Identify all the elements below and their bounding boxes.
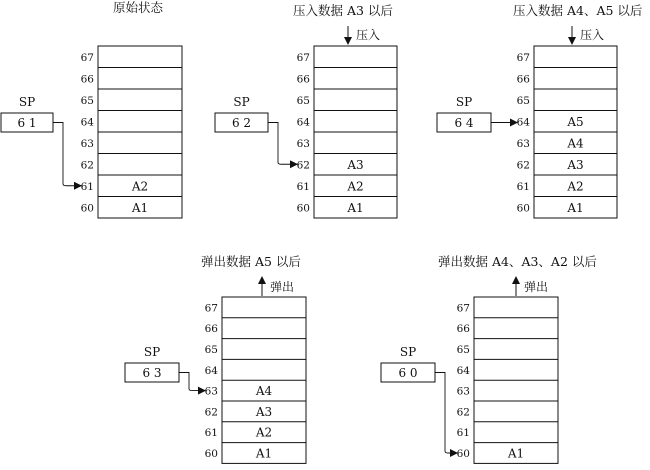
stage-title: 压入数据 A3 以后: [293, 3, 393, 18]
address-label-67: 67: [456, 302, 470, 315]
cell-value: A2: [567, 179, 584, 194]
pop-arrow: [262, 277, 294, 296]
cell-value: A4: [255, 384, 273, 399]
address-label-60: 60: [516, 202, 530, 215]
address-label-63: 63: [80, 137, 94, 150]
cell-value: A5: [567, 114, 584, 129]
cell-value: A2: [131, 179, 149, 194]
sp-label: SP: [143, 345, 161, 359]
stack: [457, 297, 558, 463]
sp-label: SP: [455, 95, 473, 109]
sp-pointer-arrow: [53, 123, 81, 186]
sp-value: 6 2: [231, 116, 252, 130]
cell-value: A4: [567, 136, 584, 151]
address-label-66: 66: [204, 323, 218, 336]
cell-value: A1: [507, 446, 525, 461]
address-label-66: 66: [296, 73, 310, 86]
address-label-63: 63: [516, 137, 530, 150]
stage-title: 弹出数据 A4、A3、A2 以后: [438, 254, 597, 269]
push-arrow: [348, 26, 380, 44]
address-label-65: 65: [456, 344, 470, 356]
cell-value: A1: [131, 200, 149, 215]
address-label-62: 62: [204, 406, 218, 419]
pop-arrow: [516, 277, 548, 296]
cell-value: A1: [567, 200, 584, 215]
sp-label: SP: [233, 95, 250, 109]
address-label-60: 60: [456, 448, 470, 460]
sp-pointer-arrow: [435, 373, 457, 454]
address-label-64: 64: [516, 116, 530, 129]
address-label-65: 65: [296, 94, 310, 107]
address-label-63: 63: [204, 385, 218, 398]
address-label-66: 66: [80, 73, 94, 86]
cell-value: A1: [255, 446, 273, 461]
cell-value: A2: [347, 179, 364, 194]
address-label-67: 67: [80, 51, 94, 64]
stage-3: [437, 3, 642, 218]
address-label-62: 62: [80, 159, 94, 172]
address-label-61: 61: [296, 180, 310, 193]
push-arrow: [572, 26, 604, 44]
address-label-67: 67: [516, 51, 530, 64]
stage-title: 原始状态: [112, 0, 164, 15]
address-label-62: 62: [516, 159, 530, 172]
address-label-65: 65: [516, 94, 530, 107]
stack: [297, 46, 397, 218]
stage-2: [215, 3, 397, 218]
pop-label: 弹出: [524, 280, 549, 294]
address-label-65: 65: [80, 94, 94, 107]
sp-label: SP: [399, 345, 417, 359]
address-label-61: 61: [204, 427, 218, 440]
address-label-60: 60: [296, 202, 310, 215]
stage-title: 压入数据 A4、A5 以后: [513, 3, 643, 18]
address-label-64: 64: [80, 116, 94, 129]
push-label: 压入: [356, 28, 381, 42]
address-label-66: 66: [516, 73, 530, 86]
stack: [81, 46, 182, 218]
address-label-64: 64: [296, 116, 310, 129]
pop-label: 弹出: [270, 280, 295, 294]
stack: [205, 297, 306, 463]
address-label-63: 63: [456, 385, 470, 398]
address-label-60: 60: [80, 202, 94, 215]
sp-value: 6 1: [17, 116, 37, 130]
address-label-61: 61: [456, 427, 470, 440]
address-label-61: 61: [516, 180, 530, 193]
address-label-64: 64: [204, 364, 218, 377]
sp-value: 6 0: [398, 366, 418, 380]
sp-pointer-arrow: [179, 373, 205, 391]
address-label-66: 66: [456, 323, 470, 336]
push-label: 压入: [580, 28, 605, 42]
cell-value: A3: [347, 157, 364, 172]
sp-register: [1, 95, 81, 186]
stage-5: [381, 254, 597, 463]
sp-register: [381, 345, 457, 453]
sp-register: [215, 95, 297, 164]
stage-title: 弹出数据 A5 以后: [201, 254, 301, 269]
sp-value: 6 4: [454, 116, 474, 130]
address-label-67: 67: [204, 302, 218, 315]
address-label-61: 61: [80, 180, 94, 193]
address-label-64: 64: [456, 364, 470, 377]
sp-value: 6 3: [142, 366, 162, 380]
address-label-65: 65: [204, 344, 218, 356]
address-label-60: 60: [204, 448, 218, 460]
sp-label: SP: [18, 95, 36, 109]
sp-register: [437, 95, 517, 132]
address-label-62: 62: [456, 406, 470, 419]
sp-pointer-arrow: [268, 123, 297, 165]
stack: [517, 46, 617, 218]
sp-register: [125, 345, 205, 391]
stage-1: [1, 0, 182, 218]
cell-value: A1: [347, 200, 364, 215]
stage-4: [125, 254, 306, 463]
address-label-62: 62: [296, 159, 310, 172]
cell-value: A3: [255, 404, 273, 419]
address-label-63: 63: [296, 137, 310, 150]
cell-value: A3: [567, 157, 584, 172]
address-label-67: 67: [296, 51, 310, 64]
cell-value: A2: [255, 425, 273, 440]
